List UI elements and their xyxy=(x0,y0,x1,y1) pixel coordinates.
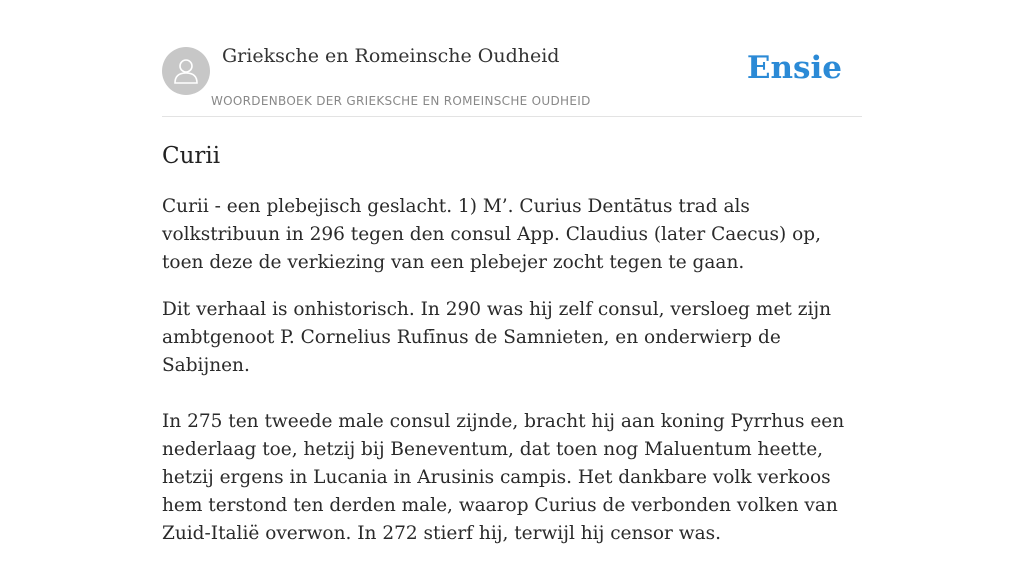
entry-paragraph-1: Curii - een plebejisch geslacht. 1) M’. Curius Dentātus trad als volkstribuun in 296 tegen den consul App. Claudius (later Caecus) op, toen deze de verkiezing van een plebejer zocht tegen te gaan. xyxy=(162,196,821,273)
content-column xyxy=(162,0,862,567)
brand-logo[interactable]: Ensie xyxy=(746,50,842,86)
source-header xyxy=(162,0,862,117)
avatar[interactable] xyxy=(162,47,210,95)
source-subtitle: WOORDENBOEK DER GRIEKSCHE EN ROMEINSCHE OUDHEID xyxy=(211,94,591,108)
user-icon xyxy=(171,56,201,86)
source-title[interactable]: Grieksche en Romeinsche Oudheid xyxy=(222,45,560,67)
entry-paragraph-2: Dit verhaal is onhistorisch. In 290 was hij zelf consul, versloeg met zijn ambtgenoot P. Cornelius Rufīnus de Samnieten, en onderwierp de Sabijnen. xyxy=(162,299,832,376)
entry-body xyxy=(162,193,862,548)
page-title: Curii xyxy=(162,143,221,169)
entry-paragraph-3: In 275 ten tweede male consul zijnde, bracht hij aan koning Pyrrhus een nederlaag toe, hetzij bij Beneventum, dat toen nog Maluentum heette, hetzij ergens in Lucania in Arusinis campis. Het dankbare volk verkoos hem terstond ten derden male, waarop Curius de verbonden volken van Zuid-Italië overwon. In 272 stierf hij, terwijl hij censor was. xyxy=(162,411,845,544)
